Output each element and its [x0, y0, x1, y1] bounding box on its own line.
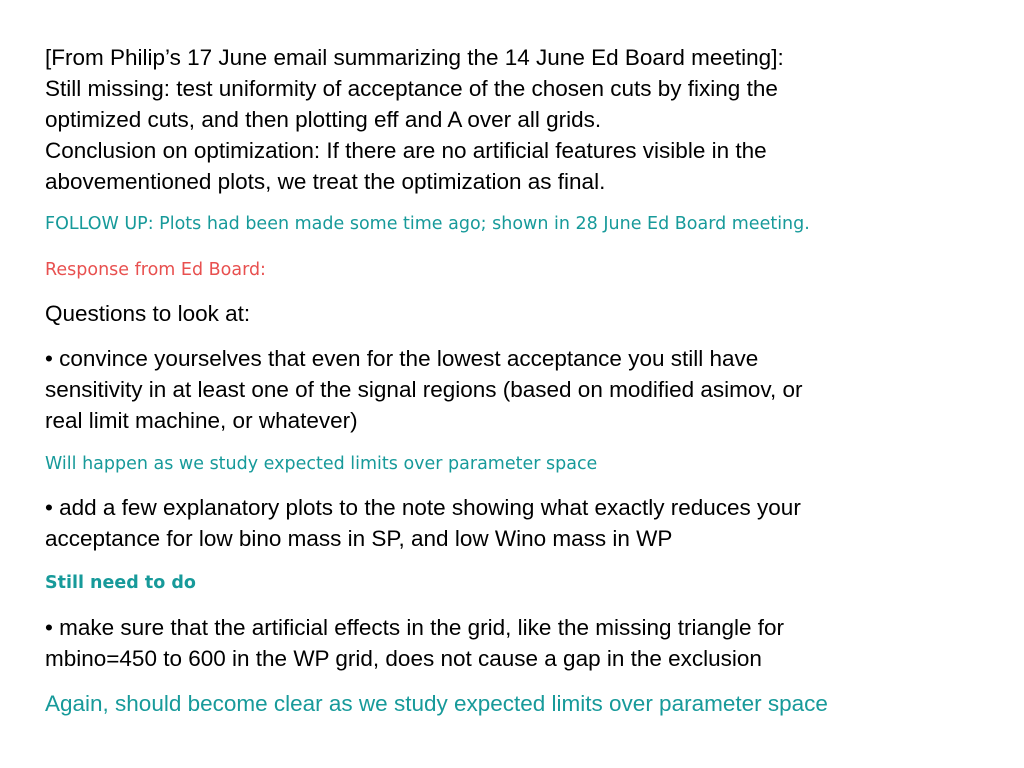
bullet-line: real limit machine, or whatever) — [45, 408, 358, 433]
intro-line: abovementioned plots, we treat the optimization as final. — [45, 169, 606, 194]
bullet-line: mbino=450 to 600 in the WP grid, does not cause a gap in the exclusion — [45, 646, 762, 671]
response-heading: Response from Ed Board: — [45, 260, 266, 280]
intro-line: Still missing: test uniformity of acceptance of the chosen cuts by fixing the — [45, 76, 778, 101]
follow-up-note: FOLLOW UP: Plots had been made some time ago; shown in 28 June Ed Board meeting. — [45, 214, 810, 234]
bullet-2 — [45, 492, 801, 554]
bullet-1-reply: Will happen as we study expected limits over parameter space — [45, 454, 598, 474]
bullet-line: • add a few explanatory plots to the note showing what exactly reduces your — [45, 495, 801, 520]
bullet-line: • convince yourselves that even for the lowest acceptance you still have — [45, 346, 759, 371]
bullet-line: sensitivity in at least one of the signal regions (based on modified asimov, or — [45, 377, 803, 402]
intro-line: optimized cuts, and then plotting eff and A over all grids. — [45, 107, 602, 132]
bullet-2-reply: Still need to do — [45, 573, 196, 593]
questions-heading: Questions to look at: — [45, 301, 251, 326]
intro-text — [45, 42, 784, 197]
bullet-line: acceptance for low bino mass in SP, and low Wino mass in WP — [45, 526, 673, 551]
intro-line: [From Philip’s 17 June email summarizing the 14 June Ed Board meeting]: — [45, 45, 784, 70]
intro-line: Conclusion on optimization: If there are no artificial features visible in the — [45, 138, 767, 163]
bullet-1 — [45, 343, 803, 436]
bullet-3-reply: Again, should become clear as we study expected limits over parameter space — [45, 691, 828, 716]
bullet-3 — [45, 612, 784, 674]
bullet-line: • make sure that the artificial effects in the grid, like the missing triangle for — [45, 615, 785, 640]
